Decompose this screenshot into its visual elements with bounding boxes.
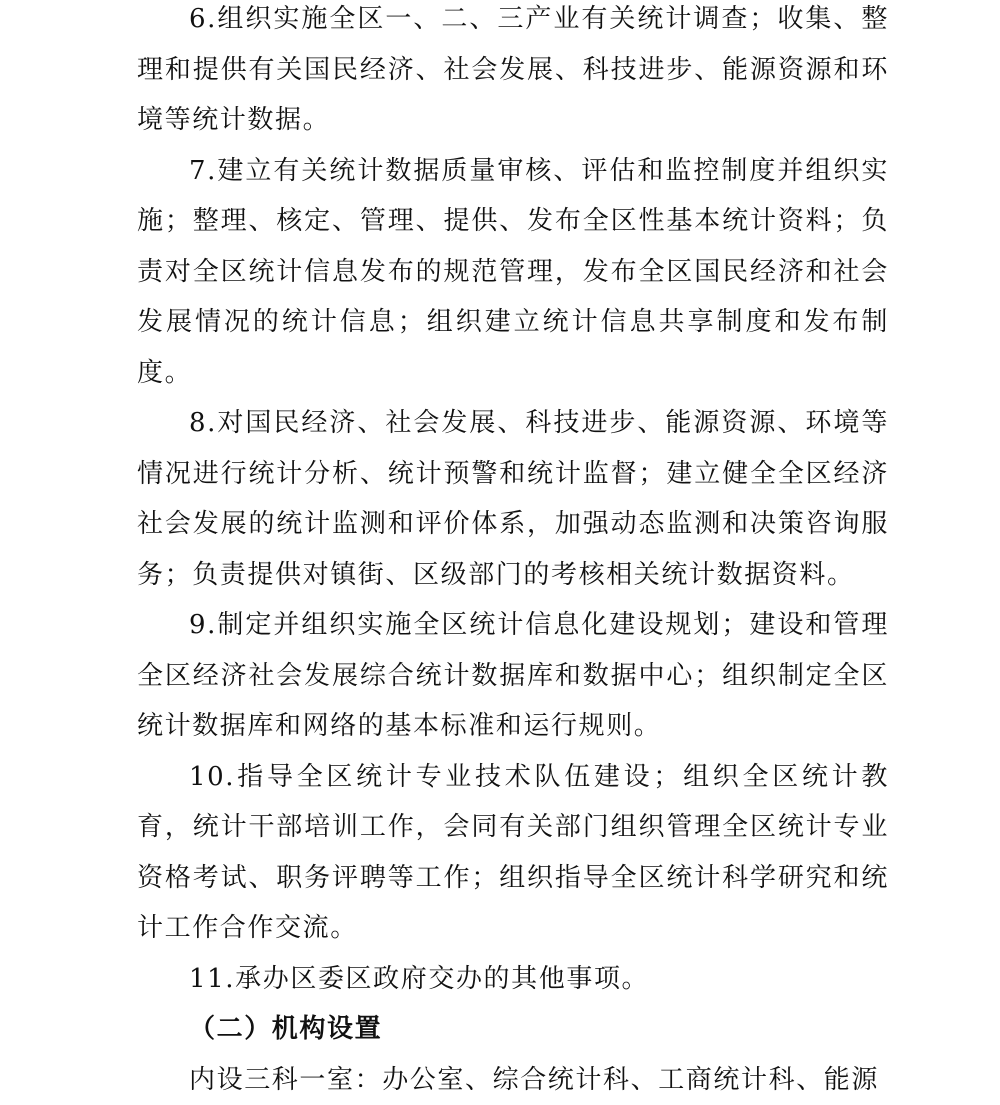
duty-item-11: 11.承办区委区政府交办的其他事项。 [137, 954, 889, 1005]
organization-text: 内设三科一室：办公室、综合统计科、工商统计科、能源 [137, 1055, 889, 1105]
duty-item-9: 9.制定并组织实施全区统计信息化建设规划；建设和管理全区经济社会发展综合统计数据库和数据中心；组织制定全区统计数据库和网络的基本标准和运行规则。 [137, 600, 889, 752]
duty-item-10: 10.指导全区统计专业技术队伍建设；组织全区统计教育，统计干部培训工作，会同有关部门组织管理全区统计专业资格考试、职务评聘等工作；组织指导全区统计科学研究和统计工作合作交流。 [137, 752, 889, 954]
section-heading-organization: （二）机构设置 [137, 1004, 889, 1055]
duty-item-7: 7.建立有关统计数据质量审核、评估和监控制度并组织实施；整理、核定、管理、提供、发布全区性基本统计资料；负责对全区统计信息发布的规范管理，发布全区国民经济和社会发展情况的统计信息；组织建立统计信息共享制度和发布制度。 [137, 146, 889, 399]
duty-item-8: 8.对国民经济、社会发展、科技进步、能源资源、环境等情况进行统计分析、统计预警和统计监督；建立健全全区经济社会发展的统计监测和评价体系，加强动态监测和决策咨询服务；负责提供对镇街、区级部门的考核相关统计数据资料。 [137, 398, 889, 600]
document-page [137, 0, 889, 1105]
duty-item-6: 6.组织实施全区一、二、三产业有关统计调查；收集、整理和提供有关国民经济、社会发展、科技进步、能源资源和环境等统计数据。 [137, 0, 889, 146]
